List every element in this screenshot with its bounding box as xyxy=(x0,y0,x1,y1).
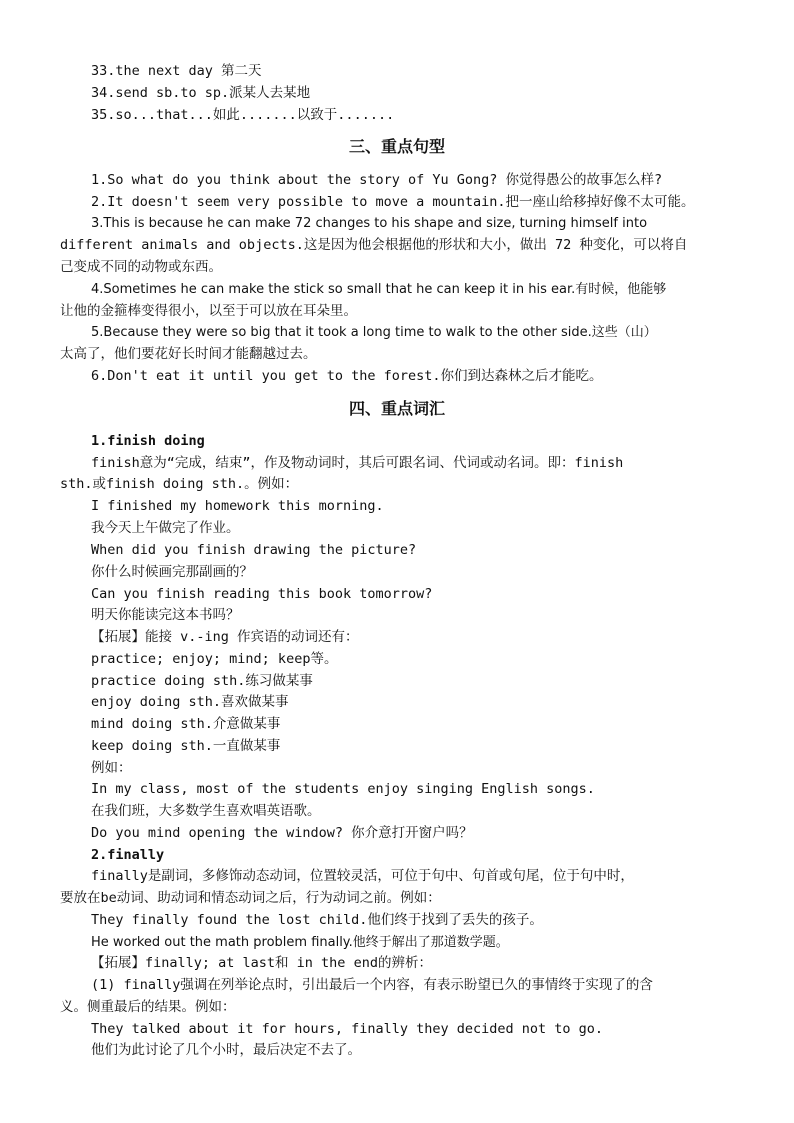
vocab-item-35: 35.so...that...如此.......以致于....... xyxy=(91,107,395,123)
phrase-line: keep doing sth.一直做某事 xyxy=(91,738,281,754)
example-line: 在我们班，大多数学生喜欢唱英语歌。 xyxy=(91,803,321,819)
sentence-line: 2.It doesn't seem very possible to move a mountain.把一座山给移掉好像不太可能。 xyxy=(91,194,695,210)
example-line: 明天你能读完这本书吗？ xyxy=(91,607,240,623)
example-line: 你什么时候画完那副画的？ xyxy=(91,564,253,580)
sentence-line: 太高了，他们要花好长时间才能翻越过去。 xyxy=(60,346,317,362)
section-heading-key-sentences: 三、重点句型 xyxy=(348,137,445,156)
example-line: When did you finish drawing the picture? xyxy=(91,542,417,558)
example-line: 我今天上午做完了作业。 xyxy=(91,520,240,536)
subheading-finish-doing: 1.finish doing xyxy=(91,433,205,449)
sentence-line: 让他的金箍棒变得很小，以至于可以放在耳朵里。 xyxy=(60,303,357,319)
example-line: He worked out the math problem finally.他终于解出了那道数学题。 xyxy=(91,935,509,950)
text-line: finish意为“完成，结束”，作及物动词时，其后可跟名词、代词或动名词。即：finish xyxy=(91,455,624,471)
sentence-line: 6.Don't eat it until you get to the forest.你们到达森林之后才能吃。 xyxy=(91,368,603,384)
section-heading-key-vocabulary: 四、重点词汇 xyxy=(348,399,445,418)
sentence-line: different animals and objects.这是因为他会根据他的形状和大小，做出 72 种变化，可以将自 xyxy=(60,237,688,253)
example-line: Can you finish reading this book tomorrow? xyxy=(91,586,433,602)
extension-line: 【拓展】finally; at last和 in the end的辨析： xyxy=(91,955,432,971)
sentence-line: 3.This is because he can make 72 changes to his shape and size, turning himself into xyxy=(91,216,648,231)
vocab-item-34: 34.send sb.to sp.派某人去某地 xyxy=(91,85,311,101)
example-line: Do you mind opening the window? 你介意打开窗户吗？ xyxy=(91,825,473,841)
phrase-line: practice doing sth.练习做某事 xyxy=(91,673,313,689)
example-line: In my class, most of the students enjoy singing English songs. xyxy=(91,781,595,797)
extension-line: 【拓展】能接 v.-ing 作宾语的动词还有： xyxy=(91,629,359,645)
sentence-line: 己变成不同的动物或东西。 xyxy=(60,259,222,275)
text-line: (1) finally强调在列举论点时，引出最后一个内容，有表示盼望已久的事情终于实现了的含 xyxy=(91,977,653,993)
text-line: sth.或finish doing sth.。例如： xyxy=(60,476,299,492)
text-line: 义。侧重最后的结果。例如： xyxy=(60,999,236,1015)
text-line: practice; enjoy; mind; keep等。 xyxy=(91,651,338,667)
example-line: They finally found the lost child.他们终于找到了丢失的孩子。 xyxy=(91,912,543,928)
sentence-line: 4.Sometimes he can make the stick so small that he can keep it in his ear.有时候，他能够 xyxy=(91,282,667,297)
subheading-finally: 2.finally xyxy=(91,847,165,863)
text-line: finally是副词，多修饰动态动词，位置较灵活，可位于句中、句首或句尾，位于句中时， xyxy=(91,868,634,884)
example-line: They talked about it for hours, finally they decided not to go. xyxy=(91,1021,604,1037)
text-line: 例如： xyxy=(91,760,132,776)
phrase-line: enjoy doing sth.喜欢做某事 xyxy=(91,694,289,710)
phrase-line: mind doing sth.介意做某事 xyxy=(91,716,281,732)
example-line: 他们为此讨论了几个小时，最后决定不去了。 xyxy=(91,1042,361,1058)
vocab-item-33: 33.the next day 第二天 xyxy=(91,63,262,79)
sentence-line: 1.So what do you think about the story of Yu Gong? 你觉得愚公的故事怎么样? xyxy=(91,172,663,188)
sentence-line: 5.Because they were so big that it took a long time to walk to the other side.这些（山） xyxy=(91,325,657,340)
example-line: I finished my homework this morning. xyxy=(91,498,384,514)
text-line: 要放在be动词、助动词和情态动词之后，行为动词之前。例如： xyxy=(60,890,441,906)
